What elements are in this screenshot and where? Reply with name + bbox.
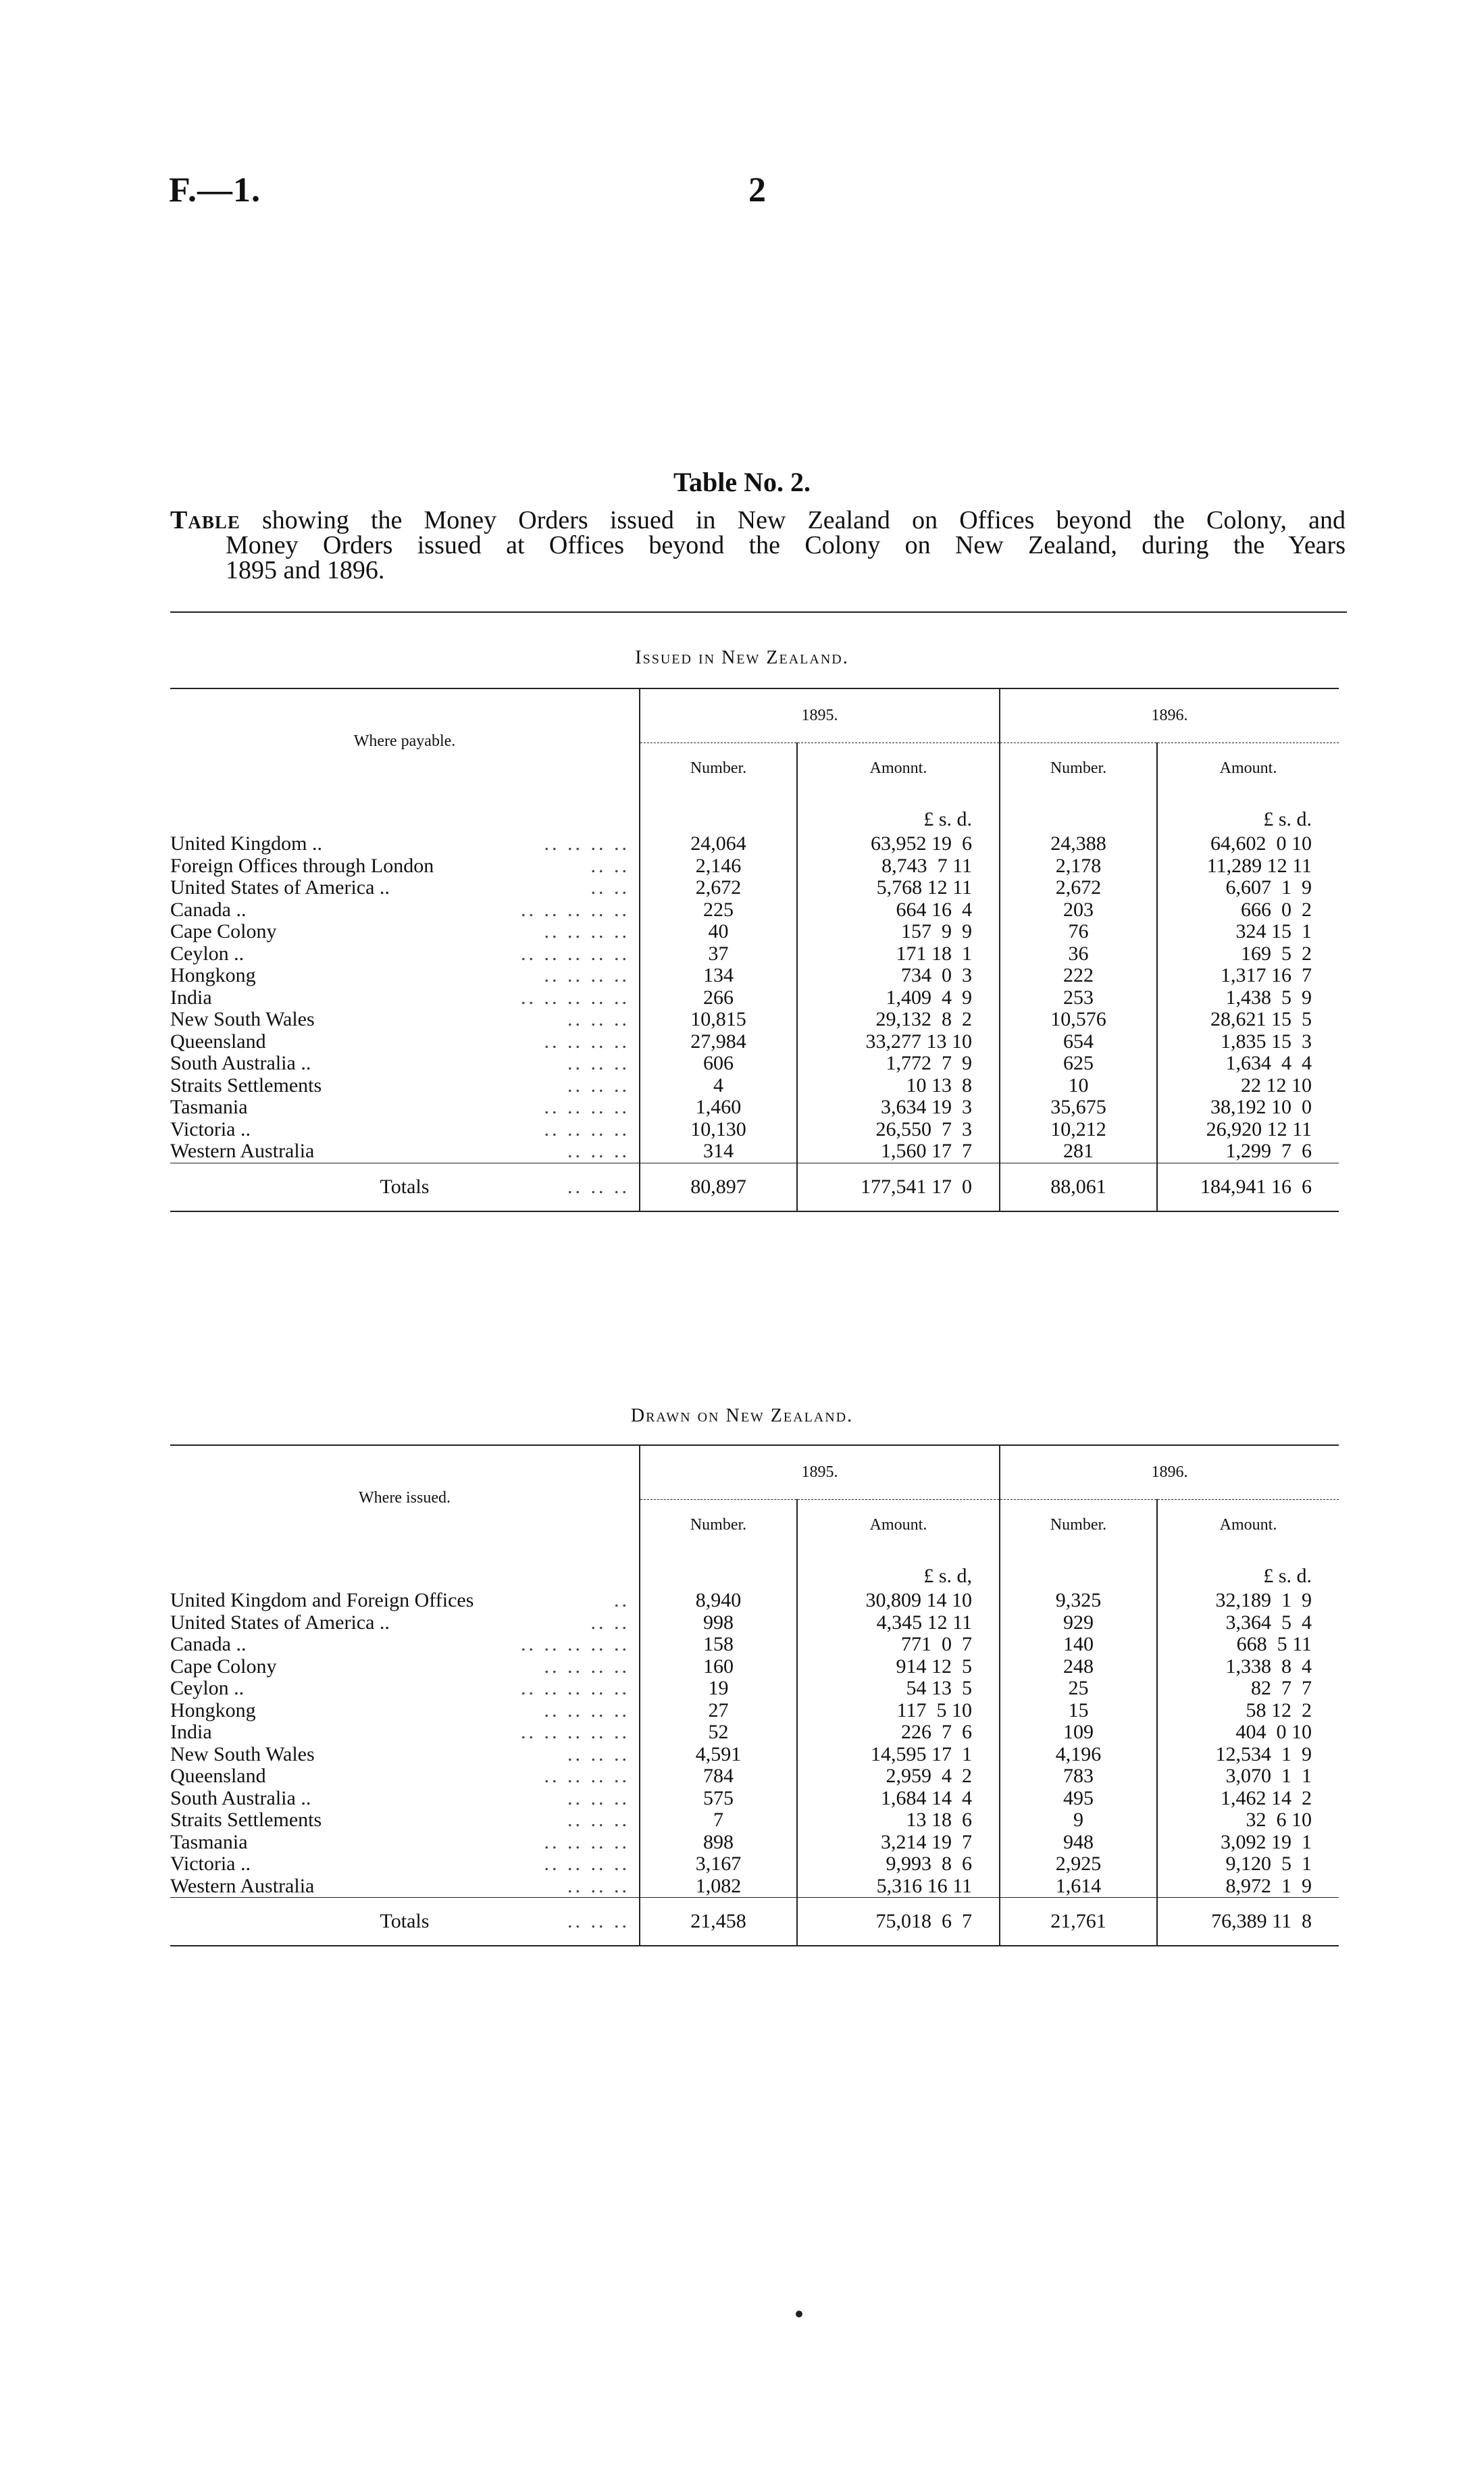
- place-name: Hongkong: [170, 1698, 256, 1721]
- place-cell: [170, 1876, 640, 1898]
- amount-1895: 664 16 4: [797, 899, 1000, 922]
- number-1895: 37: [640, 943, 797, 965]
- amount-1896: 3,070 1 1: [1157, 1765, 1339, 1788]
- table-row: [170, 1809, 1339, 1832]
- table-caption: [170, 508, 1346, 583]
- where-payable-header: Where payable.: [353, 732, 456, 750]
- number-1896: 25: [1000, 1678, 1157, 1700]
- units-spacer: [170, 794, 640, 833]
- table-row: [170, 1031, 1339, 1053]
- total-amount-1896: 76,389 11 8: [1157, 1898, 1339, 1946]
- table-row: [170, 1009, 1339, 1031]
- leader-dots: .. .. ..: [567, 1874, 630, 1897]
- number-1896: 109: [1000, 1721, 1157, 1744]
- leader-dots: .. ..: [590, 876, 630, 899]
- place-cell: [170, 1075, 640, 1097]
- place-name: India: [170, 1721, 212, 1743]
- amount-1896: 404 0 10: [1157, 1721, 1339, 1744]
- number-1896: 4,196: [1000, 1744, 1157, 1766]
- leader-dots: .. .. .. ..: [544, 1830, 630, 1853]
- amount-1895: 2,959 4 2: [797, 1765, 1000, 1788]
- year-1895-header: 1895.: [640, 688, 1000, 743]
- where-issued-header: Where issued.: [359, 1489, 451, 1507]
- amount-1896: 82 7 7: [1157, 1678, 1339, 1700]
- place-name: Queensland: [170, 1030, 266, 1053]
- amount-1895: 63,952 19 6: [797, 833, 1000, 855]
- table-row: [170, 877, 1339, 899]
- amount-1896: 169 5 2: [1157, 943, 1339, 965]
- number-1895: 27,984: [640, 1031, 797, 1053]
- amount-1895: 33,277 13 10: [797, 1031, 1000, 1053]
- page-number: 2: [748, 171, 766, 209]
- amount-1895: 914 12 5: [797, 1656, 1000, 1678]
- number-1896: 35,675: [1000, 1097, 1157, 1119]
- number-1896: 24,388: [1000, 833, 1157, 855]
- leader-dots: .. .. ..: [567, 1809, 630, 1831]
- units-spacer: [640, 1551, 797, 1590]
- place-name: South Australia ..: [170, 1786, 311, 1809]
- amount-1895: 157 9 9: [797, 921, 1000, 943]
- amount-1895: 226 7 6: [797, 1721, 1000, 1744]
- leader-dots: .. .. .. .. ..: [521, 942, 630, 965]
- table-row: [170, 1788, 1339, 1810]
- table-row: [170, 855, 1339, 878]
- table-row: [170, 1765, 1339, 1788]
- number-1896: 783: [1000, 1765, 1157, 1788]
- amount-1895: 171 18 1: [797, 943, 1000, 965]
- amount-1895: 3,634 19 3: [797, 1097, 1000, 1119]
- place-name: Western Australia: [170, 1140, 315, 1162]
- table-row: [170, 1656, 1339, 1678]
- amount-1896: 3,364 5 4: [1157, 1612, 1339, 1634]
- place-cell: [170, 921, 640, 943]
- place-name: Cape Colony: [170, 920, 277, 942]
- place-cell: [170, 1678, 640, 1700]
- number-1895: 2,672: [640, 877, 797, 899]
- place-cell: [170, 1119, 640, 1141]
- number-1895: 52: [640, 1721, 797, 1744]
- number-1895: 314: [640, 1140, 797, 1163]
- number-1895: 2,146: [640, 855, 797, 878]
- number-1895: 784: [640, 1765, 797, 1788]
- number-1896: 10,212: [1000, 1119, 1157, 1141]
- amount-1896: 1,317 16 7: [1157, 965, 1339, 987]
- leader-dots: .. ..: [590, 854, 630, 877]
- number-1895: 3,167: [640, 1853, 797, 1876]
- table-row: [170, 1744, 1339, 1766]
- issued-section-title: Issued in New Zealand.: [635, 647, 849, 668]
- number-1895: 10,815: [640, 1009, 797, 1031]
- amount-1896: 324 15 1: [1157, 921, 1339, 943]
- place-cell: [170, 1700, 640, 1722]
- amount-1895-header: Amount.: [797, 1499, 1000, 1551]
- number-1896: 140: [1000, 1634, 1157, 1656]
- issued-table: [170, 688, 1339, 1212]
- caption-lead: Table: [170, 506, 240, 534]
- number-1896: 15: [1000, 1700, 1157, 1722]
- drawn-table-body: [170, 1551, 1339, 1946]
- place-cell: [170, 1765, 640, 1788]
- number-1896: 929: [1000, 1612, 1157, 1634]
- place-name: Hongkong: [170, 964, 256, 986]
- table-row: [170, 1097, 1339, 1119]
- totals-cell: [170, 1163, 640, 1211]
- number-1895: 606: [640, 1053, 797, 1075]
- number-1896: 253: [1000, 987, 1157, 1009]
- number-1896: 9,325: [1000, 1590, 1157, 1612]
- units-spacer: [1000, 794, 1157, 833]
- number-1896: 2,178: [1000, 855, 1157, 878]
- table-row: [170, 987, 1339, 1009]
- amount-1896: 26,920 12 11: [1157, 1119, 1339, 1141]
- place-name: United Kingdom and Foreign Offices: [170, 1589, 474, 1611]
- totals-label: Totals: [380, 1910, 430, 1932]
- table-row: [170, 1075, 1339, 1097]
- number-1896: 10: [1000, 1075, 1157, 1097]
- leader-dots: .. .. .. .. ..: [521, 898, 630, 921]
- table-row: [170, 1721, 1339, 1744]
- number-1895: 8,940: [640, 1590, 797, 1612]
- units-spacer: [170, 1551, 640, 1590]
- number-1896: 76: [1000, 921, 1157, 943]
- totals-label: Totals: [380, 1175, 430, 1198]
- number-1895: 27: [640, 1700, 797, 1722]
- number-1896: 1,614: [1000, 1876, 1157, 1898]
- amount-1896: 1,438 5 9: [1157, 987, 1339, 1009]
- units-spacer: [640, 794, 797, 833]
- amount-1895: 5,768 12 11: [797, 877, 1000, 899]
- place-name: Tasmania: [170, 1830, 248, 1853]
- units-spacer: [1000, 1551, 1157, 1590]
- amount-1896: 22 12 10: [1157, 1075, 1339, 1097]
- amount-1895: 9,993 8 6: [797, 1853, 1000, 1876]
- place-name: Ceylon ..: [170, 1677, 245, 1699]
- number-1896-header: Number.: [1000, 1499, 1157, 1551]
- place-cell: [170, 899, 640, 922]
- place-name: New South Wales: [170, 1008, 315, 1030]
- units-1895: £ s. d.: [797, 794, 1000, 833]
- place-name: Victoria ..: [170, 1117, 251, 1140]
- total-number-1895: 80,897: [640, 1163, 797, 1211]
- place-name: Straits Settlements: [170, 1074, 322, 1097]
- year-1896-header: 1896.: [1000, 1445, 1339, 1499]
- leader-dots: .. .. .. ..: [544, 1698, 630, 1721]
- number-1895: 1,460: [640, 1097, 797, 1119]
- place-name: United States of America ..: [170, 876, 390, 899]
- place-name: Victoria ..: [170, 1853, 251, 1875]
- table-row: [170, 1140, 1339, 1163]
- place-cell: [170, 965, 640, 987]
- table-row: [170, 1612, 1339, 1634]
- amount-1896: 11,289 12 11: [1157, 855, 1339, 878]
- number-1896: 948: [1000, 1832, 1157, 1854]
- amount-1896-header: Amount.: [1157, 1499, 1339, 1551]
- place-cell: [170, 877, 640, 899]
- amount-1896: 9,120 5 1: [1157, 1853, 1339, 1876]
- number-1896-header: Number.: [1000, 743, 1157, 794]
- total-number-1895: 21,458: [640, 1898, 797, 1946]
- place-cell: [170, 1721, 640, 1744]
- amount-1896: 1,462 14 2: [1157, 1788, 1339, 1810]
- year-1895-header: 1895.: [640, 1445, 1000, 1499]
- number-1896: 10,576: [1000, 1009, 1157, 1031]
- place-cell: [170, 1744, 640, 1766]
- number-1896: 2,672: [1000, 877, 1157, 899]
- amount-1896: 64,602 0 10: [1157, 833, 1339, 855]
- total-amount-1896: 184,941 16 6: [1157, 1163, 1339, 1211]
- place-name: United States of America ..: [170, 1611, 390, 1634]
- amount-1895: 8,743 7 11: [797, 855, 1000, 878]
- totals-cell: [170, 1898, 640, 1946]
- units-1896: £ s. d.: [1157, 794, 1339, 833]
- place-cell: [170, 1612, 640, 1634]
- place-name: Cape Colony: [170, 1655, 277, 1678]
- place-cell: [170, 1809, 640, 1832]
- number-1895: 24,064: [640, 833, 797, 855]
- table-row: [170, 1700, 1339, 1722]
- amount-1896: 28,621 15 5: [1157, 1009, 1339, 1031]
- drawn-section-title: Drawn on New Zealand.: [630, 1405, 854, 1426]
- total-number-1896: 21,761: [1000, 1898, 1157, 1946]
- number-1895: 158: [640, 1634, 797, 1656]
- place-name: Queensland: [170, 1765, 266, 1787]
- number-1896: 2,925: [1000, 1853, 1157, 1876]
- leader-dots: .. .. .. ..: [544, 920, 630, 942]
- place-name: South Australia ..: [170, 1052, 311, 1074]
- drawn-table: [170, 1444, 1339, 1946]
- place-cell: [170, 987, 640, 1009]
- leader-dots: .. .. ..: [567, 1175, 630, 1198]
- leader-dots: .. .. .. ..: [544, 1655, 630, 1678]
- table-row: [170, 1678, 1339, 1700]
- amount-1895: 1,409 4 9: [797, 987, 1000, 1009]
- table-row: [170, 1590, 1339, 1612]
- amount-1895-header: Amonnt.: [797, 743, 1000, 794]
- place-cell: [170, 833, 640, 855]
- place-name: New South Wales: [170, 1742, 315, 1765]
- place-cell: [170, 1656, 640, 1678]
- totals-row: [170, 1898, 1339, 1946]
- amount-1896: 12,534 1 9: [1157, 1744, 1339, 1766]
- leader-dots: ..: [614, 1589, 630, 1611]
- table-row: [170, 1634, 1339, 1656]
- page-mark: [796, 2311, 802, 2317]
- number-1895: 4: [640, 1075, 797, 1097]
- table-row: [170, 1832, 1339, 1854]
- caption-line-3: 1895 and 1896.: [226, 556, 385, 584]
- table-title: Table No. 2.: [673, 467, 811, 497]
- table-row: [170, 943, 1339, 965]
- place-cell: [170, 1009, 640, 1031]
- units-1896: £ s. d.: [1157, 1551, 1339, 1590]
- place-cell: [170, 1853, 640, 1876]
- table-row: [170, 833, 1339, 855]
- caption-rule: [170, 611, 1347, 613]
- amount-1895: 1,772 7 9: [797, 1053, 1000, 1075]
- place-cell: [170, 1634, 640, 1656]
- leader-dots: .. .. .. ..: [544, 1096, 630, 1118]
- place-cell: [170, 1590, 640, 1612]
- amount-1896: 666 0 2: [1157, 899, 1339, 922]
- amount-1895: 771 0 7: [797, 1634, 1000, 1656]
- amount-1895: 117 5 10: [797, 1700, 1000, 1722]
- caption-line-1-text: showing the Money Orders issued in New Zealand on Offices beyond the Colony, and: [262, 506, 1346, 534]
- place-name: Western Australia: [170, 1874, 315, 1897]
- totals-row: [170, 1163, 1339, 1211]
- number-1895: 7: [640, 1809, 797, 1832]
- number-1895: 4,591: [640, 1744, 797, 1766]
- place-name: United Kingdom ..: [170, 832, 322, 855]
- table-row: [170, 1876, 1339, 1898]
- number-1895: 1,082: [640, 1876, 797, 1898]
- place-cell: [170, 1097, 640, 1119]
- amount-1896: 1,299 7 6: [1157, 1140, 1339, 1163]
- leader-dots: .. .. .. .. ..: [521, 986, 630, 1009]
- place-cell: [170, 1788, 640, 1810]
- leader-dots: .. ..: [590, 1611, 630, 1634]
- number-1895: 160: [640, 1656, 797, 1678]
- table-row: [170, 1053, 1339, 1075]
- amount-1896: 32 6 10: [1157, 1809, 1339, 1832]
- amount-1896: 1,634 4 4: [1157, 1053, 1339, 1075]
- table-row: [170, 1119, 1339, 1141]
- number-1895: 19: [640, 1678, 797, 1700]
- place-name: Foreign Offices through London: [170, 854, 434, 877]
- leader-dots: .. .. ..: [567, 1052, 630, 1074]
- leader-dots: .. .. ..: [567, 1008, 630, 1030]
- amount-1896-header: Amount.: [1157, 743, 1339, 794]
- number-1896: 9: [1000, 1809, 1157, 1832]
- caption-line-2: Money Orders issued at Offices beyond the Colony on New Zealand, during the Years: [226, 531, 1346, 559]
- number-1895: 10,130: [640, 1119, 797, 1141]
- leader-dots: .. .. .. .. ..: [521, 1633, 630, 1655]
- amount-1896: 1,835 15 3: [1157, 1031, 1339, 1053]
- place-name: Tasmania: [170, 1096, 248, 1118]
- amount-1895: 26,550 7 3: [797, 1119, 1000, 1141]
- amount-1895: 30,809 14 10: [797, 1590, 1000, 1612]
- number-1896: 281: [1000, 1140, 1157, 1163]
- table-row: [170, 921, 1339, 943]
- number-1896: 222: [1000, 965, 1157, 987]
- number-1895: 575: [640, 1788, 797, 1810]
- number-1896: 654: [1000, 1031, 1157, 1053]
- number-1895: 40: [640, 921, 797, 943]
- leader-dots: .. .. .. ..: [544, 1765, 630, 1787]
- number-1895: 134: [640, 965, 797, 987]
- amount-1895: 1,560 17 7: [797, 1140, 1000, 1163]
- leader-dots: .. .. ..: [567, 1074, 630, 1097]
- document-reference: F.—1.: [169, 171, 261, 209]
- place-name: India: [170, 986, 212, 1009]
- amount-1896: 38,192 10 0: [1157, 1097, 1339, 1119]
- leader-dots: .. .. ..: [567, 1742, 630, 1765]
- amount-1895: 734 0 3: [797, 965, 1000, 987]
- number-1896: 203: [1000, 899, 1157, 922]
- leader-dots: .. .. .. ..: [544, 1853, 630, 1875]
- caption-line-1: [170, 508, 1346, 533]
- number-1896: 248: [1000, 1656, 1157, 1678]
- total-number-1896: 88,061: [1000, 1163, 1157, 1211]
- amount-1895: 14,595 17 1: [797, 1744, 1000, 1766]
- amount-1896: 668 5 11: [1157, 1634, 1339, 1656]
- leader-dots: .. .. .. ..: [544, 1117, 630, 1140]
- leader-dots: .. .. .. .. ..: [521, 1721, 630, 1743]
- table-row: [170, 965, 1339, 987]
- amount-1896: 32,189 1 9: [1157, 1590, 1339, 1612]
- amount-1895: 13 18 6: [797, 1809, 1000, 1832]
- place-name: Canada ..: [170, 898, 247, 921]
- place-cell: [170, 1832, 640, 1854]
- year-1896-header: 1896.: [1000, 688, 1339, 743]
- units-1895: £ s. d,: [797, 1551, 1000, 1590]
- amount-1895: 1,684 14 4: [797, 1788, 1000, 1810]
- table-row: [170, 899, 1339, 922]
- amount-1896: 1,338 8 4: [1157, 1656, 1339, 1678]
- place-name: Straits Settlements: [170, 1809, 322, 1831]
- amount-1895: 54 13 5: [797, 1678, 1000, 1700]
- total-amount-1895: 177,541 17 0: [797, 1163, 1000, 1211]
- number-1896: 36: [1000, 943, 1157, 965]
- amount-1895: 4,345 12 11: [797, 1612, 1000, 1634]
- amount-1896: 3,092 19 1: [1157, 1832, 1339, 1854]
- amount-1895: 3,214 19 7: [797, 1832, 1000, 1854]
- place-cell: [170, 943, 640, 965]
- number-1896: 625: [1000, 1053, 1157, 1075]
- place-cell: [170, 1140, 640, 1163]
- amount-1896: 58 12 2: [1157, 1700, 1339, 1722]
- place-cell: [170, 1031, 640, 1053]
- number-1895: 225: [640, 899, 797, 922]
- table-row: [170, 1853, 1339, 1876]
- number-1896: 495: [1000, 1788, 1157, 1810]
- issued-table-body: [170, 794, 1339, 1211]
- amount-1896: 8,972 1 9: [1157, 1876, 1339, 1898]
- number-1895-header: Number.: [640, 743, 797, 794]
- leader-dots: .. .. ..: [567, 1786, 630, 1809]
- number-1895: 266: [640, 987, 797, 1009]
- amount-1895: 29,132 8 2: [797, 1009, 1000, 1031]
- number-1895: 898: [640, 1832, 797, 1854]
- amount-1896: 6,607 1 9: [1157, 877, 1339, 899]
- leader-dots: .. .. .. ..: [544, 1030, 630, 1053]
- amount-1895: 10 13 8: [797, 1075, 1000, 1097]
- place-cell: [170, 1053, 640, 1075]
- number-1895-header: Number.: [640, 1499, 797, 1551]
- number-1895: 998: [640, 1612, 797, 1634]
- place-name: Canada ..: [170, 1633, 247, 1655]
- total-amount-1895: 75,018 6 7: [797, 1898, 1000, 1946]
- leader-dots: .. .. .. .. ..: [521, 1677, 630, 1699]
- leader-dots: .. .. .. ..: [544, 964, 630, 986]
- place-name: Ceylon ..: [170, 942, 245, 965]
- amount-1895: 5,316 16 11: [797, 1876, 1000, 1898]
- leader-dots: .. .. ..: [567, 1910, 630, 1932]
- leader-dots: .. .. ..: [567, 1140, 630, 1162]
- leader-dots: .. .. .. ..: [544, 832, 630, 855]
- place-cell: [170, 855, 640, 878]
